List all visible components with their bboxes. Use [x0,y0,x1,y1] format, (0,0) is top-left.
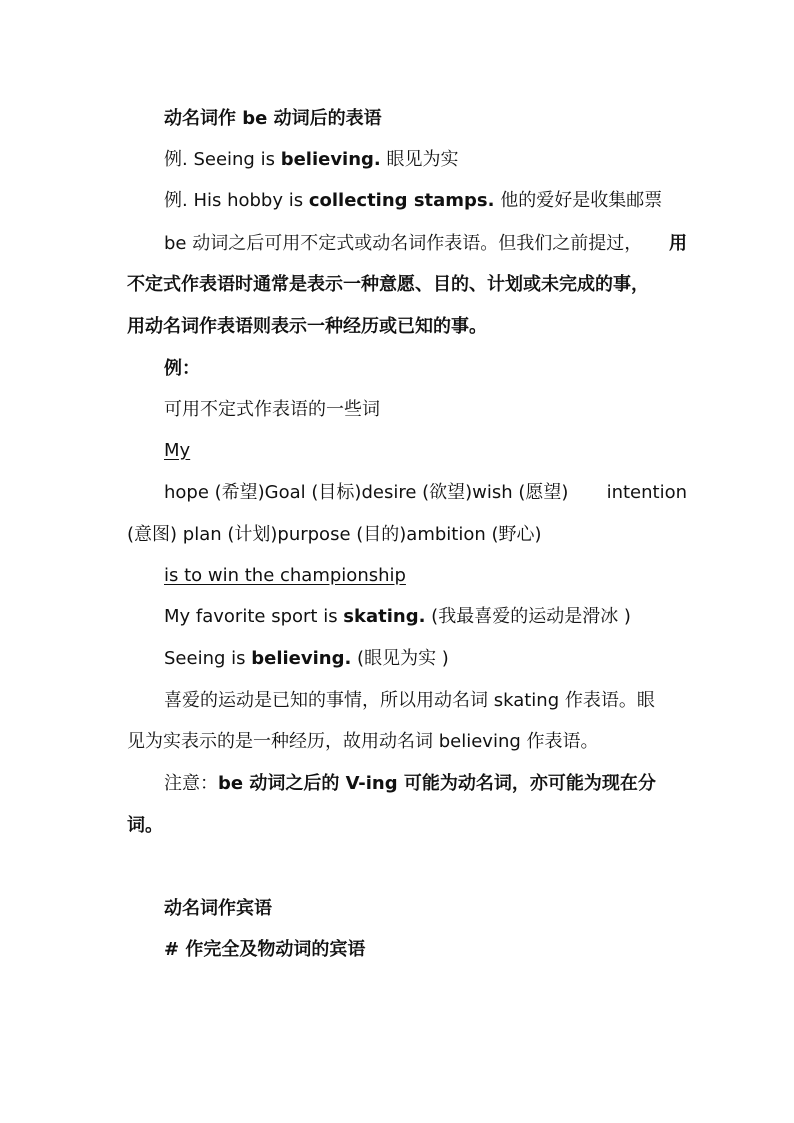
example-translation: 眼见为实 [380,149,459,170]
example-translation: 他的爱好是收集邮票 [494,190,663,211]
paragraph-bold-line: 不定式作表语时通常是表示一种意愿、目的、计划或未完成的事， [127,274,649,295]
example-bold: skating. [343,606,426,627]
example-skating [164,605,687,629]
explanation-line: 见为实表示的是一种经历，故用动名词 believing 作表语。 [127,731,599,752]
note-bold: be 动词之后的 V-ing 可能为动名词，亦可能为现在分 [218,773,656,794]
paragraph-line [164,232,687,256]
example-translation: (我最喜爱的运动是滑冰 ) [425,606,631,627]
example-bold: believing. [251,648,352,669]
words-list-line [164,481,687,505]
subject-my: My [164,440,191,461]
note-label: 注意： [164,773,218,794]
example-seeing-believing-2 [164,647,687,671]
example-seeing-believing [164,148,687,172]
subheading-transitive-object: # 作完全及物动词的宾语 [164,939,366,960]
words-list-line: (意图) plan (计划)purpose (目的)ambition (野心) [127,524,542,545]
words-list-text: intention [606,482,687,503]
section-heading-predicative: 动名词作 be 动词后的表语 [164,108,382,129]
example-label: 例： [164,358,200,379]
explanation-line: 喜爱的运动是已知的事情，所以用动名词 skating 作表语。眼 [164,690,655,711]
paragraph-bold: 用 [669,233,687,254]
example-hobby [164,189,687,213]
paragraph-bold-line: 用动名词作表语则表示一种经历或已知的事。 [127,316,487,337]
example-text: 例. Seeing is [164,149,281,170]
section-heading-object: 动名词作宾语 [164,898,272,919]
example-bold: collecting stamps. [308,190,495,211]
words-list-text: hope (希望)Goal (目标)desire (欲望)wish (愿望) [164,482,569,503]
paragraph-text: be 动词之后可用不定式或动名词作表语。但我们之前提过， [164,233,643,254]
note-line: 词。 [127,815,163,836]
note-line [164,772,687,796]
predicate-phrase: is to win the championship [164,565,406,586]
words-intro: 可用不定式作表语的一些词 [164,399,380,420]
example-text: Seeing is [164,648,252,669]
example-bold: believing. [280,149,381,170]
example-translation: (眼见为实 ) [351,648,449,669]
example-text: 例. His hobby is [164,190,309,211]
example-text: My favorite sport is [164,606,344,627]
